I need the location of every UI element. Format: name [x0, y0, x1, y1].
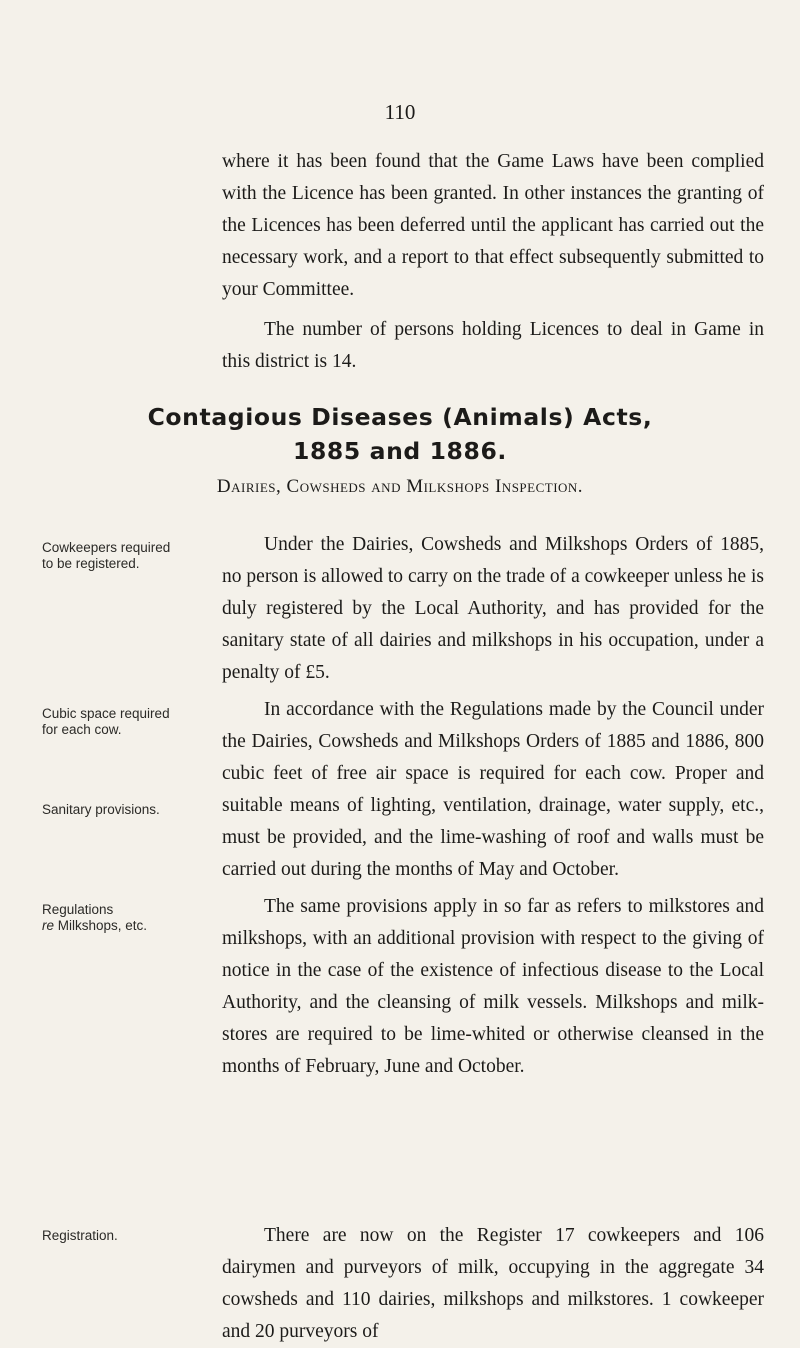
licence-count-paragraph: The number of persons holding Licences to deal in Game in this district is 14.	[222, 319, 764, 372]
margin-note-registration: Registration.	[42, 1228, 118, 1243]
margin-note-cowkeepers: Cowkeepers required to be registered.	[42, 540, 171, 571]
margin-note-regulations-prefix: Regulations	[42, 902, 114, 917]
margin-note-regulations-rest: Milkshops, etc.	[57, 918, 148, 933]
paragraph-cubic-space: In accordance with the Regulations made by the Council under the Dairies, Cowsheds and Milkshops Orders of 1885 and 1886, 800 cubic feet of free air space is required for each cow. Proper and suitable means of lighting, ventilation, drainage, water supply, etc., must be provided, and the lime-washing of roof and walls must be carried out during the months of May and October.	[222, 699, 764, 880]
section-title-line-2: 1885 and 1886.	[293, 437, 507, 465]
paragraph-cowkeepers: Under the Dairies, Cowsheds and Milkshops Orders of 1885, no person is allowed to carry on the trade of a cowkeeper unless he is duly registered by the Local Authority, and has provided for the sanitary state of all dairies and milkshops in his occupation, under a penalty of £5.	[222, 534, 764, 683]
paragraph-milkshops: The same provisions apply in so far as refers to milkstores and milkshops, with an additional provision with respect to the giving of notice in the case of the existence of infectious disease to the Local Authority, and the cleansing of milk vessels. Milkshops and milk-stores are required to be lime-whited or otherwise cleansed in the months of February, June and October.	[222, 896, 764, 1077]
margin-note-regulations-re: re	[42, 918, 55, 933]
page-number: 110	[384, 100, 416, 124]
margin-note-regulations	[42, 902, 174, 934]
continuation-paragraph: where it has been found that the Game Laws have been complied with the Licence has been granted. In other instances the granting of the Licences has been deferred until the applicant has carried out the necessary work, and a report to that effect subsequently submitted to your Committee.	[222, 151, 764, 300]
section-title-line-1: Contagious Diseases (Animals) Acts,	[147, 403, 653, 431]
margin-note-sanitary: Sanitary provisions.	[42, 802, 160, 817]
margin-note-cubic-space: Cubic space required for each cow.	[42, 706, 170, 737]
section-subtitle: Dairies, Cowsheds and Milkshops Inspection.	[216, 476, 584, 497]
paragraph-registration: There are now on the Register 17 cowkeepers and 106 dairymen and purveyors of milk, occupying in the aggregate 34 cowsheds and 110 dairies, milkshops and milkstores. 1 cowkeeper and 20 purveyors of	[222, 1225, 764, 1342]
